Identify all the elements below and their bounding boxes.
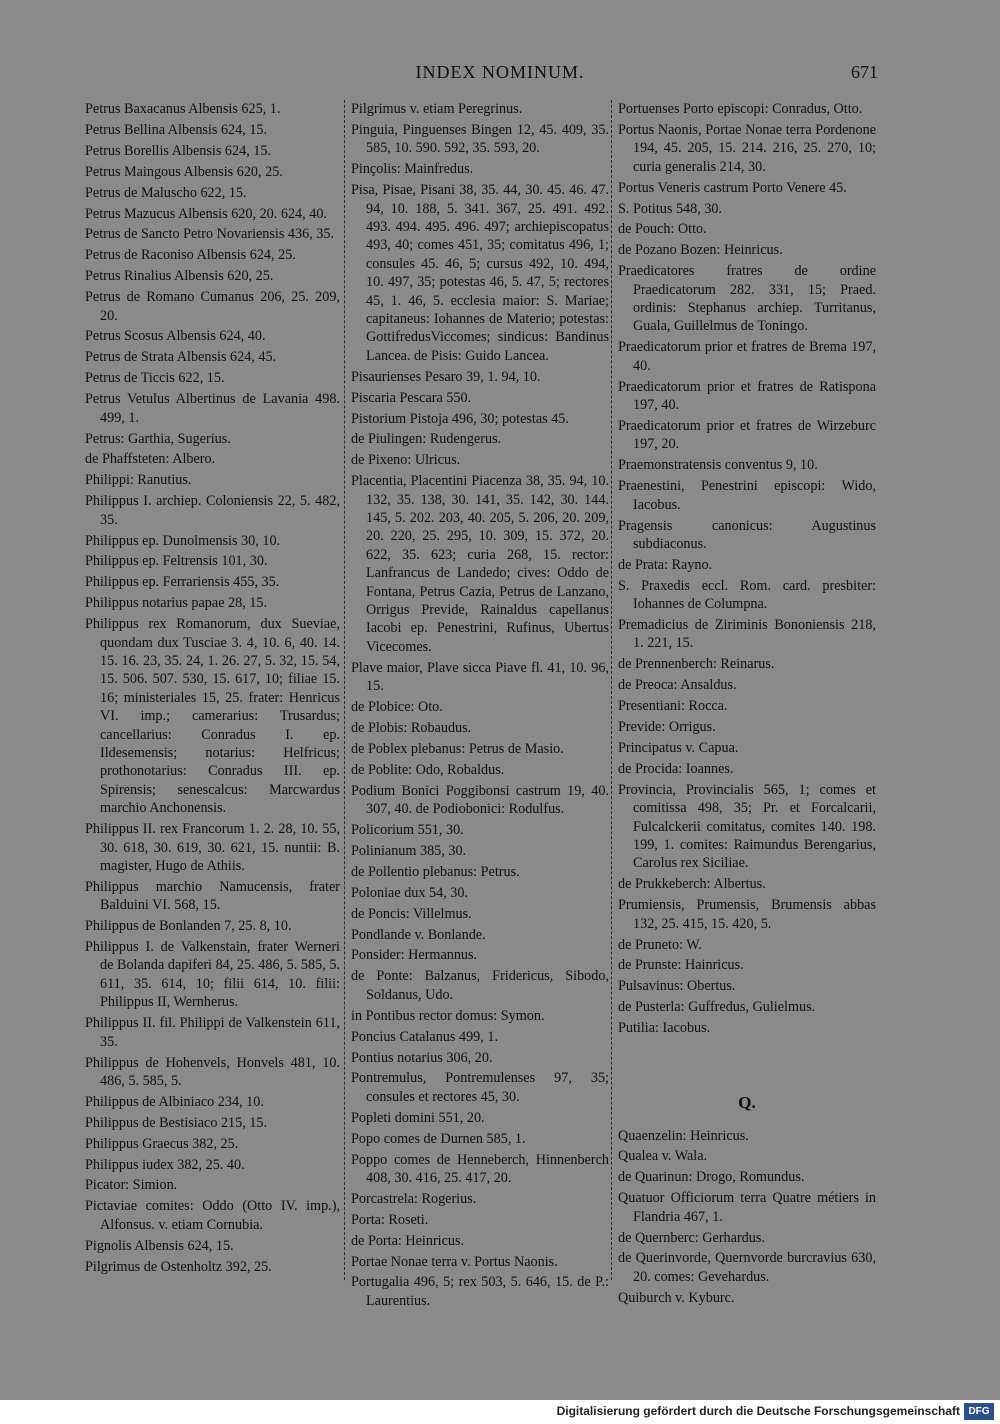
index-entry: Philippus iudex 382, 25. 40.: [85, 1156, 245, 1173]
index-entry: de Prukkeberch: Albertus.: [618, 876, 766, 893]
index-entry: Petrus Borellis Albensis 624, 15.: [85, 142, 272, 159]
index-entry: de Phaffsteten: Albero.: [85, 451, 216, 468]
index-entry: de Plobis: Robaudus.: [351, 720, 472, 736]
index-entry: Philippus II. rex Francorum 1. 2. 28, 10. 55, 30. 618, 30. 619, 30. 621, 15. nuntii: B. magister, Hugo de Athiis.: [85, 821, 340, 874]
index-entry: Petrus: Garthia, Sugerius.: [85, 430, 231, 447]
index-entry: Pinguia, Pinguenses Bingen 12, 45. 409, 35. 585, 10. 590. 592, 35. 593, 20.: [351, 121, 609, 157]
index-entry: de Prunste: Hainricus.: [618, 957, 744, 974]
index-entry: Praedicatorum prior et fratres de Wirzeburc 197, 20.: [618, 418, 876, 453]
index-entry: de Poncis: Villelmus.: [351, 905, 472, 922]
index-entry: Quaenzelin: Heinricus.: [618, 1127, 749, 1144]
index-entry: Polinianum 385, 30.: [351, 842, 467, 859]
index-entry: Pondlande v. Bonlande.: [351, 926, 486, 943]
index-entry: Popo comes de Durnen 585, 1.: [351, 1130, 526, 1147]
index-entry: Poncius Catalanus 499, 1.: [351, 1028, 498, 1045]
index-entry: in Pontibus rector domus: Symon.: [351, 1007, 545, 1024]
index-entry: de Porta: Heinricus.: [351, 1232, 465, 1249]
index-entry: Pilgrimus v. etiam Peregrinus.: [351, 101, 523, 117]
index-entry: Pisaurienses Pesaro 39, 1. 94, 10.: [351, 368, 541, 385]
index-entry: de Prennenberch: Reinarus.: [618, 656, 775, 673]
dfg-logo-icon: DFG: [964, 1403, 994, 1420]
index-entry: Petrus Bellina Albensis 624, 15.: [85, 121, 268, 138]
index-entry: Petrus Scosus Albensis 624, 40.: [85, 328, 266, 345]
index-entry: Pinçolis: Mainfredus.: [351, 161, 474, 178]
index-entry: Placentia, Placentini Piacenza 38, 35. 94, 10. 132, 35. 138, 30. 141, 35. 142, 30. 144. 145, 5. 202. 203, 40. 205, 5. 206, 20. 209, 20. 220, 25. 295, 10. 309, 15. 372, 20. 622, 35. 623; curia 268, 15. rector: Lanfrancus de Landedo; cives: Oddo de Fontana, Petrus Cazia, Petrus de Lanzano, Orrigus Previde, Rainaldus capellanus Iacobi ep. Penestrini, Rufinus, Ubertus Vicecomes.: [351, 473, 609, 655]
footer-bar: [0, 1400, 1000, 1424]
index-entry: de Pouch: Otto.: [618, 221, 707, 238]
index-entry: Philippus ep. Dunolmensis 30, 10.: [85, 532, 281, 549]
index-entry: S. Potitus 548, 30.: [618, 200, 723, 217]
index-entry: Philippus ep. Feltrensis 101, 30.: [85, 553, 268, 570]
index-entry: de Preoca: Ansaldus.: [618, 677, 737, 694]
index-entry: Philippus de Bonlanden 7, 25. 8, 10.: [85, 918, 292, 935]
index-entry: Pisa, Pisae, Pisani 38, 35. 44, 30. 45. 46. 47. 94, 10. 188, 5. 341. 367, 25. 491. 492. 493. 494. 495. 496. 497; archiepiscopatus 493, 40; comes 451, 35; comitatus 496, 1; consules 45. 46, 5; cursus 492, 10. 494, 10. 497, 35; potestas 46, 5. 47, 5; rectores 45, 1. 46, 5. ecclesia maior: S. Mariae; capitaneus: Iohannes de Materio; potestas: GottifredusViccomes; sindicus: Bandinus Lancea. de Pisis: Guido Lancea.: [351, 182, 609, 364]
index-entry: Presentiani: Rocca.: [618, 698, 728, 715]
index-entry: Philippus ep. Ferrariensis 455, 35.: [85, 574, 280, 591]
page-number: 671: [851, 62, 878, 82]
index-entry: de Pruneto: W.: [618, 936, 702, 953]
index-entry: de Pixeno: Ulricus.: [351, 452, 461, 469]
index-entry: de Poblex plebanus: Petrus de Masio.: [351, 740, 564, 757]
index-entry: Pistorium Pistoja 496, 30; potestas 45.: [351, 410, 569, 427]
index-entry: Poppo comes de Henneberch, Hinnenberch 408, 30. 416, 25. 417, 20.: [351, 1151, 609, 1186]
index-entry: Portus Naonis, Portae Nonae terra Pordenone 194, 45. 205, 15. 214. 216, 25. 270, 10; curia generalis 214, 30.: [618, 121, 876, 175]
index-entry: de Prata: Rayno.: [618, 556, 713, 573]
index-entry: de Quarinun: Drogo, Romundus.: [618, 1169, 805, 1186]
index-entry: Prumiensis, Prumensis, Brumensis abbas 132, 25. 415, 15. 420, 5.: [618, 897, 876, 932]
index-entry: Praedicatorum prior et fratres de Ratispona 197, 40.: [618, 378, 876, 414]
index-entry: Philippus marchio Namucensis, frater Balduini VI. 568, 15.: [85, 878, 340, 914]
index-entry: de Querinvorde, Quernvorde burcravius 630, 20. comes: Gevehardus.: [618, 1250, 876, 1285]
footer-credit: Digitalisierung gefördert durch die Deutsche Forschungsgemeinschaft: [556, 1404, 960, 1418]
index-entry: Praemonstratensis conventus 9, 10.: [618, 457, 818, 474]
index-entry: Pignolis Albensis 624, 15.: [85, 1237, 234, 1254]
index-entry: de Pollentio plebanus: Petrus.: [351, 863, 520, 880]
index-entry: Praedicatores fratres de ordine Praedicatorum 282. 331, 15; Praed. ordinis: Stephanus archiep. Turritanus, Guala, Guillelmus de Toningo.: [618, 263, 876, 335]
index-entry: Ponsider: Hermannus.: [351, 947, 478, 964]
index-entry: Previde: Orrigus.: [618, 719, 716, 736]
index-entry: Porta: Roseti.: [351, 1211, 429, 1228]
index-entry: de Procida: Ioannes.: [618, 760, 734, 777]
index-column-left: [85, 100, 340, 1278]
index-entry: de Poblite: Odo, Robaldus.: [351, 761, 505, 778]
index-entry: de Pusterla: Guffredus, Gulielmus.: [618, 999, 816, 1016]
index-entry: Policorium 551, 30.: [351, 822, 464, 839]
index-column-middle: [351, 100, 609, 1313]
index-entry: Petrus de Maluscho 622, 15.: [85, 184, 247, 201]
index-entry: Picator: Simion.: [85, 1177, 178, 1194]
column-divider: [611, 100, 612, 1280]
index-entry: de Piulingen: Rudengerus.: [351, 431, 502, 448]
column-divider: [344, 100, 345, 1280]
index-entry: Petrus de Sancto Petro Novariensis 436, 35.: [85, 226, 335, 243]
index-column-right: [618, 100, 876, 1310]
index-entry: Pictaviae comites: Oddo (Otto IV. imp.), Alfonsus. v. etiam Cornubia.: [85, 1198, 340, 1233]
section-spacer: [618, 1040, 876, 1080]
index-entry: Podium Bonici Poggibonsi castrum 19, 40. 307, 40. de Podiobonici: Rodulfus.: [351, 782, 609, 818]
index-entry: Philippus de Bestisiaco 215, 15.: [85, 1114, 268, 1131]
index-entry: Philippus I. archiep. Coloniensis 22, 5. 482, 35.: [85, 493, 340, 528]
index-entry: Philippus Graecus 382, 25.: [85, 1135, 239, 1152]
index-entry: Provincia, Provincialis 565, 1; comes et comitissa 498, 35; Pr. et Forcalcarii, Fulcalckerii comitatus, comites 140. 198. 199, 1. comites: Raimundus Berengarius, Carolus rex Siciliae.: [618, 781, 876, 872]
index-entry: Principatus v. Capua.: [618, 740, 739, 756]
index-entry: de Plobice: Oto.: [351, 699, 443, 716]
section-letter: Q.: [738, 1093, 756, 1113]
index-entry: Pilgrimus de Ostenholtz 392, 25.: [85, 1258, 272, 1275]
index-entry: de Ponte: Balzanus, Fridericus, Sibodo, Soldanus, Udo.: [351, 968, 609, 1003]
index-entry: Petrus de Strata Albensis 624, 45.: [85, 349, 277, 366]
index-entry: de Pozano Bozen: Heinricus.: [618, 242, 783, 259]
index-entry: Petrus Baxacanus Albensis 625, 1.: [85, 101, 281, 117]
index-entry: Qualea v. Wala.: [618, 1148, 708, 1165]
page-title: INDEX NOMINUM.: [415, 62, 585, 82]
index-entry: Petrus Mazucus Albensis 620, 20. 624, 40.: [85, 205, 327, 222]
index-entry: Philippus I. de Valkenstain, frater Werneri de Bolanda dapiferi 84, 25. 486, 5. 585, 5. 611, 35. 614, 10; filii 614, 10. filii: Philippus II, Wernherus.: [85, 939, 340, 1011]
index-entry: Portuenses Porto episcopi: Conradus, Otto.: [618, 101, 863, 117]
index-entry: Popleti domini 551, 20.: [351, 1109, 485, 1126]
index-entry: Philippus rex Romanorum, dux Sueviae, quondam dux Tusciae 3. 4, 10. 6, 40. 14. 15. 16. 23, 35. 24, 1. 26. 27, 5. 32, 15. 54, 15. 506. 507. 530, 15. 617, 10; filiae 15. 16; ministeriales 15, 25. frater: Henricus VI. imp.; camerarius: Trusardus; cancellarius: Conradus I. ep. Ildesemensis; notarius: Helfricus; prothonotarius: Conradus III. ep. Spirensis; senescalcus: Marcwardus marchio Anchonensis.: [85, 616, 340, 817]
index-entry: Pulsavinus: Obertus.: [618, 978, 736, 995]
index-entry: Quatuor Officiorum terra Quatre métiers in Flandria 467, 1.: [618, 1190, 876, 1225]
index-entry: Philippus notarius papae 28, 15.: [85, 595, 268, 612]
index-entry: Philippus de Albiniaco 234, 10.: [85, 1093, 264, 1110]
index-entry: Petrus Vetulus Albertinus de Lavania 498. 499, 1.: [85, 391, 340, 426]
index-entry: Philippi: Ranutius.: [85, 472, 192, 489]
index-entry: Quiburch v. Kyburc.: [618, 1289, 735, 1306]
index-entry: Praedicatorum prior et fratres de Brema 197, 40.: [618, 339, 876, 374]
index-entry: Portus Veneris castrum Porto Venere 45.: [618, 179, 847, 196]
index-entry: Portae Nonae terra v. Portus Naonis.: [351, 1253, 558, 1270]
index-entry: Petrus Maingous Albensis 620, 25.: [85, 163, 283, 180]
index-entry: Praenestini, Penestrini episcopi: Wido, Iacobus.: [618, 478, 876, 513]
index-entry: Poloniae dux 54, 30.: [351, 884, 469, 901]
index-entry: Pontius notarius 306, 20.: [351, 1049, 493, 1066]
index-entry: Portugalia 496, 5; rex 503, 5. 646, 15. de P.: Laurentius.: [351, 1274, 609, 1309]
index-entry: Petrus de Romano Cumanus 206, 25. 209, 20.: [85, 289, 340, 324]
index-entry: Petrus Rinalius Albensis 620, 25.: [85, 268, 274, 285]
index-entry: Pragensis canonicus: Augustinus subdiaconus.: [618, 517, 876, 552]
index-entry: Petrus de Ticcis 622, 15.: [85, 370, 225, 387]
index-entry: Philippus II. fil. Philippi de Valkenstein 611, 35.: [85, 1015, 340, 1050]
index-entry: Porcastrela: Rogerius.: [351, 1190, 477, 1207]
index-entry: Petrus de Raconiso Albensis 624, 25.: [85, 247, 296, 264]
index-entry: Plave maior, Plave sicca Piave fl. 41, 10. 96, 15.: [351, 659, 609, 695]
index-entry: Putilia: Iacobus.: [618, 1020, 711, 1037]
index-entry: Pontremulus, Pontremulenses 97, 35; consules et rectores 45, 30.: [351, 1070, 609, 1105]
index-entry: Premadicius de Ziriminis Bononiensis 218, 1. 221, 15.: [618, 617, 876, 652]
index-entry: S. Praxedis eccl. Rom. card. presbiter: Iohannes de Columpna.: [618, 577, 876, 613]
index-entry: Piscaria Pescara 550.: [351, 389, 472, 406]
index-entry: de Quernberc: Gerhardus.: [618, 1229, 765, 1246]
index-entry: Philippus de Hohenvels, Honvels 481, 10. 486, 5. 585, 5.: [85, 1054, 340, 1089]
